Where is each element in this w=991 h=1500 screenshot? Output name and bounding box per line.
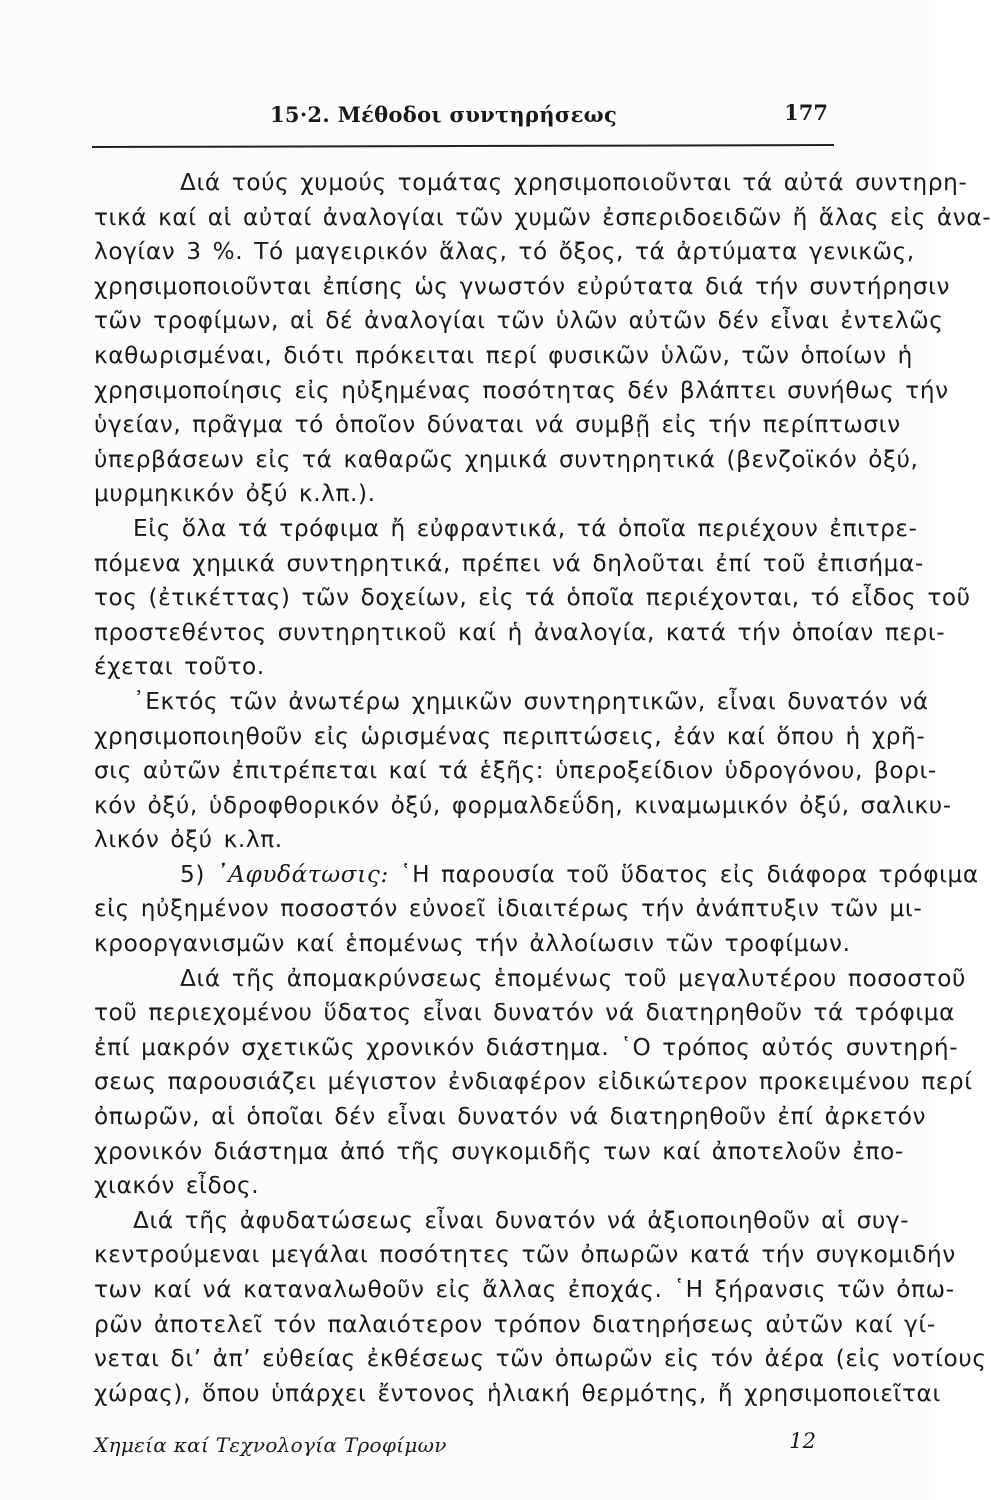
text-line: κόν ὀξύ, ὑδροφθορικόν ὀξύ, φορμαλδεΰδη, κιναμωμικόν ὀξύ, σαλικυ- [94,791,952,819]
text-line: χρονικόν διάστημα ἀπό τῆς συγκομιδῆς των καί ἀποτελοῦν ἐπο- [94,1137,904,1165]
text-line: έχεται τοῦτο. [94,653,265,681]
text-line: χιακόν εἶδος. [94,1172,260,1200]
text-line: σις αὐτῶν ἐπιτρέπεται καί τά ἑξῆς: ὑπεροξείδιον ὑδρογόνου, βορι- [94,757,937,785]
text-line: νεται δι’ ἀπ’ εὐθείας ἐκθέσεως τῶν ὀπωρῶν εἰς τόν ἀέρα (εἰς νοτίους [94,1345,987,1373]
text-line: καθωρισμέναι, διότι πρόκειται περί φυσικῶν ὑλῶν, τῶν ὁποίων ἡ [94,341,913,369]
text-line: μυρμηκικόν ὀξύ κ.λπ.). [94,480,376,508]
running-header [92,100,832,134]
text-line: Διά τῆς ἀπομακρύνσεως ἑπομένως τοῦ μεγαλυτέρου ποσοστοῦ [180,964,967,992]
text-line: χρησιμοποίησις εἰς ηὐξημένας ποσότητας δέν βλάπτει συνήθως τήν [94,376,949,404]
body-text [94,166,991,1411]
text-line: Εἰς ὅλα τά τρόφιμα ἤ εὐφραντικά, τά ὁποῖα περιέχουν ἐπιτρε- [133,514,918,542]
text-line: ρῶν ἀποτελεῖ τόν παλαιότερον τρόπον διατηρήσεως αὐτῶν καί γί- [94,1310,936,1338]
text-line: ᾿Εκτός τῶν ἀνωτέρω χημικῶν συντηρητικῶν, εἶναι δυνατόν νά [133,687,929,715]
heading-continuation: ῾Η παρουσία τοῦ ὕδατος εἰς διάφορα τρόφιμα [388,860,979,888]
page-number: 177 [784,100,828,125]
text-line: τικά καί αἱ αὐταί ἀναλογίαι τῶν χυμῶν ἐσπεριδοειδῶν ἤ ἅλας εἰς ἀνα- [94,203,991,231]
text-line: χώρας), ὅπου ὑπάρχει ἔντονος ἡλιακή θερμότης, ἤ χρησιμοποιεῖται [94,1379,941,1407]
text-line: προστεθέντος συντηρητικοῦ καί ἡ ἀναλογία, κατά τήν ὁποίαν περι- [94,618,946,646]
text-line: ἐπί μακρόν σχετικῶς χρονικόν διάστημα. ῾Ο τρόπος αὐτός συντηρή- [94,1033,959,1061]
text-line: πόμενα χημικά συντηρητικά, πρέπει νά δηλοῦται ἐπί τοῦ ἐπισήμα- [94,549,924,577]
text-line: σεως παρουσιάζει μέγιστον ἐνδιαφέρον εἰδικώτερον προκειμένου περί [94,1068,973,1096]
item-number: 5) [180,860,216,888]
header-rule [92,144,834,148]
text-line: ὑπερβάσεων εἰς τά καθαρῶς χημικά συντηρητικά (βενζοϊκόν ὀξύ, [94,445,919,473]
text-line: τῶν τροφίμων, αἱ δέ ἀναλογίαι τῶν ὑλῶν αὐτῶν δέν εἶναι ἐντελῶς [94,307,944,335]
text-line: χρησιμοποιοῦνται ἐπίσης ὡς γνωστόν εὐρύτατα διά τήν συντήρησιν [94,272,951,300]
text-line: ὑγείαν, πρᾶγμα τό ὁποῖον δύναται νά συμβῇ εἰς τήν περίπτωσιν [94,411,901,439]
text-line: τος (ἐτικέττας) τῶν δοχείων, εἰς τά ὁποῖα περιέχονται, τό εἶδος τοῦ [94,584,971,612]
page-footer [94,1429,824,1463]
text-line: τοῦ περιεχομένου ὕδατος εἶναι δυνατόν νά διατηρηθοῦν τά τρόφιμα [94,999,956,1027]
text-line: κεντρούμεναι μεγάλαι ποσότητες τῶν ὀπωρῶν κατά τήν συγκομιδήν [94,1241,956,1269]
text-line: ὀπωρῶν, αἱ ὁποῖαι δέν εἶναι δυνατόν νά διατηρηθοῦν ἐπί ἀρκετόν [94,1103,927,1131]
footer-signature: 12 [789,1429,816,1453]
text-line: λογίαν 3 %. Τό μαγειρικόν ἅλας, τό ὄξος, τά ἀρτύματα γενικῶς, [94,238,915,266]
text-line: Διά τούς χυμούς τομάτας χρησιμοποιοῦνται τά αὐτά συντηρη- [180,169,968,196]
text-line: Διά τῆς ἀφυδατώσεως εἶναι δυνατόν νά ἀξιοποιηθοῦν αἱ συγ- [133,1206,910,1234]
subsection-heading: ᾿Αφυδάτωσις: [215,860,389,888]
text-line-heading [94,858,979,893]
text-line: λικόν ὀξύ κ.λπ. [94,826,283,854]
section-title: 15·2. Μέθοδοι συντηρήσεως [270,102,618,127]
footer-book-title: Χημεία καί Τεχνολογία Τροφίμων [94,1433,447,1457]
text-line: κροοργανισμῶν καί ἑπομένως τήν ἀλλοίωσιν τῶν τροφίμων. [94,930,851,958]
text-line: εἰς ηὐξημένον ποσοστόν εὐνοεῖ ἰδιαιτέρως τήν ἀνάπτυξιν τῶν μι- [94,895,923,923]
text-line: χρησιμοποιηθοῦν εἰς ὡρισμένας περιπτώσεις, ἐάν καί ὅπου ἡ χρῆ- [94,722,926,750]
text-line: των καί νά καταναλωθοῦν εἰς ἄλλας ἐποχάς. ῾Η ξήρανσις τῶν ὀπω- [94,1276,955,1303]
